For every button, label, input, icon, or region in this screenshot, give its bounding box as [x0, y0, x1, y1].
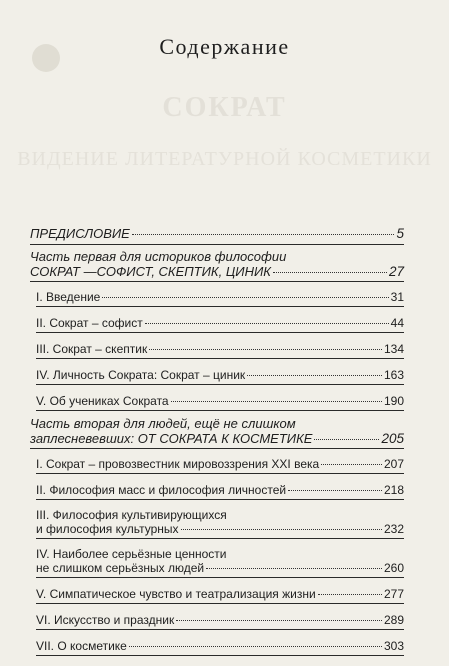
page-number: 303: [383, 639, 404, 653]
dot-leader: [247, 375, 382, 376]
entry-title-line: Часть первая для историков философии: [30, 249, 287, 264]
page-number: 5: [396, 226, 404, 241]
entry-title: заплесневевших: ОТ СОКРАТА К КОСМЕТИКЕ: [30, 431, 313, 446]
entry-title: VII. О косметике: [36, 639, 127, 653]
entry-title: VI. Искусство и праздник: [36, 613, 175, 627]
page-number: 163: [383, 368, 404, 382]
toc-entry-chapter: [36, 307, 404, 330]
dot-leader: [314, 439, 379, 440]
page-number: 207: [383, 457, 404, 471]
entry-title: I. Сократ – провозвестник мировоззрения XXI века: [36, 457, 320, 471]
entry-title-line: IV. Наиболее серьёзные ценности: [36, 547, 227, 561]
page-number: 190: [383, 394, 404, 408]
table-of-contents: [30, 226, 404, 656]
toc-entry-chapter: [36, 449, 404, 471]
toc-entry-preface: [30, 226, 404, 241]
part-1-chapters: [30, 282, 404, 411]
dot-leader: [129, 646, 382, 647]
dot-leader: [145, 323, 389, 324]
page-number: 232: [383, 522, 404, 536]
bleed-through-subtitle: ВИДЕНИЕ ЛИТЕРАТУРНОЙ КОСМЕТИКИ: [17, 148, 432, 170]
toc-entry-chapter: [36, 578, 404, 601]
page-number: 218: [383, 483, 404, 497]
entry-title: III. Сократ – скептик: [36, 342, 148, 356]
page-number: 277: [383, 587, 404, 601]
toc-entry-part-1: [30, 249, 404, 279]
dot-leader: [171, 401, 382, 402]
entry-title: I. Введение: [36, 290, 101, 304]
entry-title: СОКРАТ —СОФИСТ, СКЕПТИК, ЦИНИК: [30, 264, 271, 279]
toc-entry-chapter: [36, 539, 404, 575]
entry-title: II. Сократ – софист: [36, 316, 143, 330]
dot-leader: [273, 272, 387, 273]
divider: [36, 655, 404, 656]
entry-title-line: III. Философия культивирующихся: [36, 508, 227, 522]
page-number: 260: [383, 561, 404, 575]
page-number: 27: [388, 264, 404, 279]
toc-entry-chapter: [36, 604, 404, 627]
toc-entry-chapter: [36, 333, 404, 356]
page-number: 205: [381, 431, 404, 446]
page-number: 289: [383, 613, 404, 627]
entry-title: V. Симпатическое чувство и театрализация жизни: [36, 587, 316, 601]
part-2-chapters: [30, 449, 404, 656]
dot-leader: [149, 349, 382, 350]
entry-title: не слишком серьёзных людей: [36, 561, 205, 575]
dot-leader: [181, 529, 382, 530]
toc-entry-chapter: [36, 474, 404, 497]
entry-title-line: Часть вторая для людей, ещё не слишком: [30, 416, 296, 431]
page-number: 134: [383, 342, 404, 356]
toc-entry-chapter: [36, 500, 404, 536]
toc-entry-chapter: [36, 630, 404, 653]
toc-entry-part-2: [30, 411, 404, 446]
toc-entry-chapter: [36, 282, 404, 304]
dot-leader: [176, 620, 382, 621]
entry-title: II. Философия масс и философия личностей: [36, 483, 287, 497]
toc-entry-chapter: [36, 359, 404, 382]
page-number: 44: [390, 316, 404, 330]
entry-title: V. Об учениках Сократа: [36, 394, 169, 408]
entry-title: ПРЕДИСЛОВИЕ: [30, 226, 130, 241]
dot-leader: [288, 490, 382, 491]
dot-leader: [206, 568, 382, 569]
dot-leader: [321, 464, 382, 465]
page-number: 31: [390, 290, 404, 304]
dot-leader: [102, 297, 388, 298]
toc-entry-chapter: [36, 385, 404, 408]
dot-leader: [318, 594, 382, 595]
entry-title: и философия культурных: [36, 522, 179, 536]
page-title: Содержание: [159, 34, 290, 59]
dot-leader: [132, 234, 395, 235]
entry-title: IV. Личность Сократа: Сократ – циник: [36, 368, 246, 382]
bleed-through-title: СОКРАТ: [162, 92, 287, 123]
